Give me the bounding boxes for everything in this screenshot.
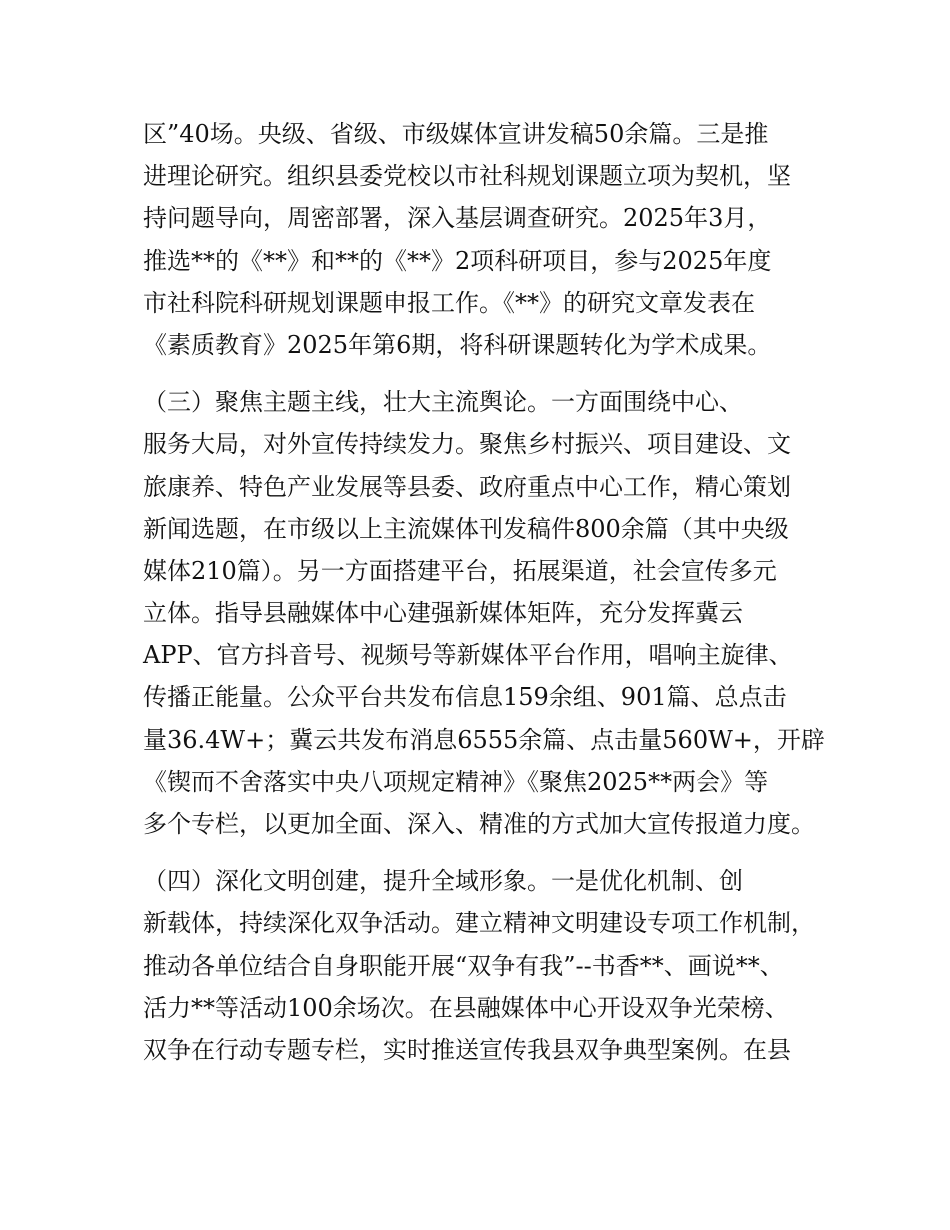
text-line: （三）聚焦主题主线，壮大主流舆论。一方面围绕中心、 [143,388,743,417]
text-line: 立体。指导县融媒体中心建强新媒体矩阵，充分发挥冀云 [143,599,743,628]
text-line: 服务大局，对外宣传持续发力。聚焦乡村振兴、项目建设、文 [143,430,791,459]
text-line: 市社科院科研规划课题申报工作。《**》的研究文章发表在 [143,288,755,317]
text-line: 《素质教育》2025年第6期，将科研课题转化为学术成果。 [143,330,772,359]
text-line: 《锲而不舍落实中央八项规定精神》《聚焦2025**两会》等 [143,767,769,796]
text-line: 进理论研究。组织县委党校以市社科规划课题立项为契机，坚 [143,162,791,191]
text-line: 传播正能量。公众平台共发布信息159余组、901篇、总点击 [143,683,787,712]
text-line: 推动各单位结合自身职能开展“双争有我”--书香**、画说**、 [143,951,784,980]
text-line: 量36.4W+；冀云共发布消息6555余篇、点击量560W+，开辟 [143,725,825,754]
text-line: 双争在行动专题专栏，实时推送宣传我县双争典型案例。在县 [143,1035,791,1064]
text-line: 持问题导向，周密部署，深入基层调查研究。2025年3月， [143,204,772,233]
text-line: 新闻选题，在市级以上主流媒体刊发稿件800余篇（其中央级 [143,514,789,543]
text-line: 推选**的《**》和**的《**》2项科研项目，参与2025年度 [143,246,772,275]
paragraph-gap [143,366,823,381]
text-line: 区”40场。央级、省级、市级媒体宣讲发稿50余篇。三是推 [143,120,769,148]
text-line: 活力**等活动100余场次。在县融媒体中心开设双争光荣榜、 [143,993,789,1022]
paragraph-theory-research [143,113,823,366]
document-body [143,113,823,1071]
paragraph-public-opinion [143,381,823,845]
text-line: 新载体，持续深化双争活动。建立精神文明建设专项工作机制， [143,909,815,938]
text-line: 多个专栏，以更加全面、深入、精准的方式加大宣传报道力度。 [143,810,815,838]
text-line: （四）深化文明创建，提升全域形象。一是优化机制、创 [143,867,743,896]
paragraph-civilization [143,860,823,1071]
text-line: 媒体210篇）。另一方面搭建平台，拓展渠道，社会宣传多元 [143,556,777,585]
paragraph-gap [143,845,823,860]
text-line: APP、官方抖音号、视频号等新媒体平台作用，唱响主旋律、 [143,641,793,670]
text-line: 旅康养、特色产业发展等县委、政府重点中心工作，精心策划 [143,472,791,501]
